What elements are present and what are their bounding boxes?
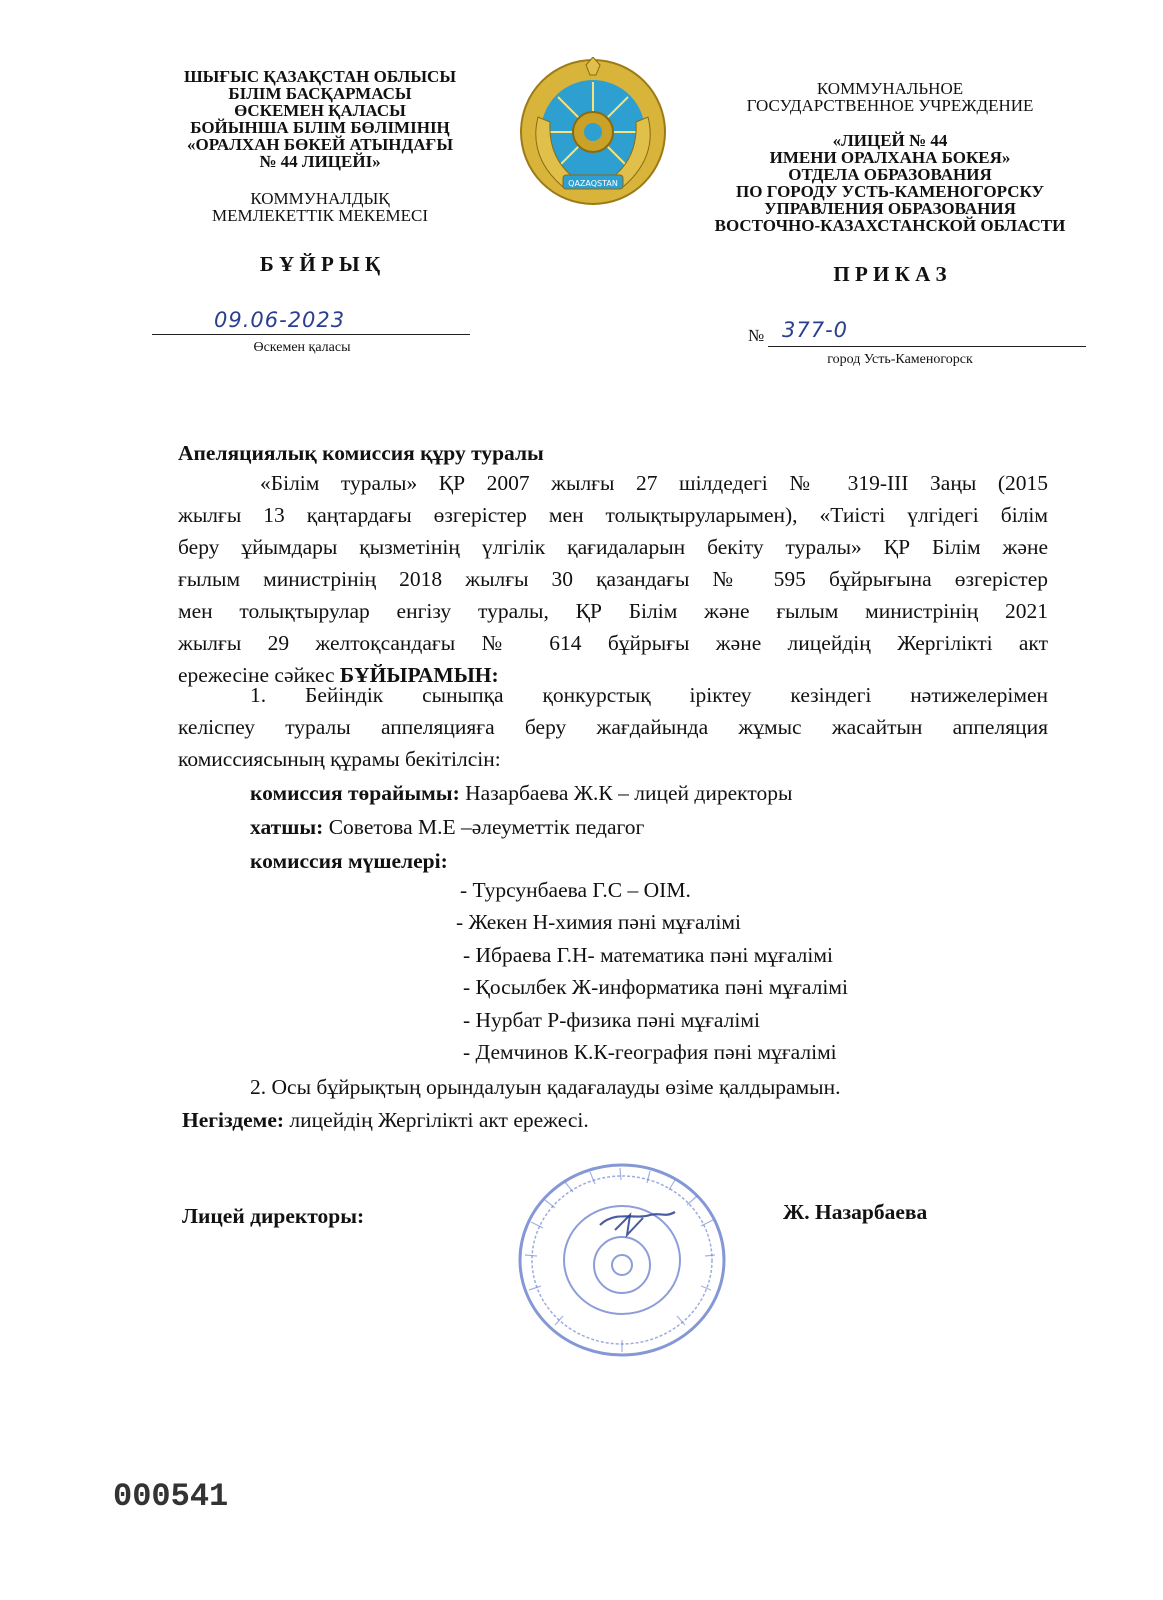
- secretary-label: хатшы:: [250, 815, 324, 839]
- item-1-line: 1. Бейіндік сыныпқа қонкурстық іріктеу кезіндегі нәтижелерімен: [250, 683, 1048, 707]
- ru-org-line: ОТДЕЛА ОБРАЗОВАНИЯ: [788, 165, 992, 184]
- ru-order-title: П Р И К А З: [833, 262, 947, 286]
- state-emblem: [518, 57, 668, 207]
- ru-org-type: [720, 80, 1060, 114]
- preamble-line: «Білім туралы» ҚР 2007 жылғы 27 шілдедегі № 319-ІІІ Заңы (2015: [260, 471, 1048, 495]
- emblem-text: QAZAQSTAN: [568, 179, 618, 188]
- preamble-line: беру ұйымдары қызметінің үлгілік қағидаларын бекіту туралы» ҚР Білім және: [178, 535, 1048, 559]
- kz-type-line: МЕМЛЕКЕТТІК МЕКЕМЕСІ: [212, 206, 428, 225]
- preamble-line: жылғы 29 желтоқсандағы № 614 бұйрығы және лицейдің Жергілікті акт: [178, 631, 1048, 655]
- member-item: - Жекен Н-химия пәні мұғалімі: [456, 910, 741, 934]
- preamble-line: жылғы 13 қаңтардағы өзгерістер мен толықтыруларымен), «Тиісті үлгідегі білім: [178, 503, 1048, 527]
- preamble-line: мен толықтырулар енгізу туралы, ҚР Білім және ғылым министрінің 2021: [178, 599, 1048, 623]
- preamble-last-text: ережесіне сәйкес: [178, 663, 340, 687]
- date-underline: [152, 334, 470, 335]
- kz-org-type: [150, 190, 490, 224]
- kz-org-line: БОЙЫНША БІЛІМ БӨЛІМІНІҢ: [190, 118, 450, 137]
- ru-org-line: ВОСТОЧНО-КАЗАХСТАНСКОЙ ОБЛАСТИ: [714, 216, 1066, 235]
- kz-org-line: ӨСКЕМЕН ҚАЛАСЫ: [234, 101, 406, 120]
- member-item: - Демчинов К.К-география пәні мұғалімі: [463, 1040, 837, 1064]
- member-item: - Нурбат Р-физика пәні мұғалімі: [463, 1008, 760, 1032]
- kz-city: Өскемен қаласы: [253, 340, 351, 355]
- kz-type-line: КОММУНАЛДЫҚ: [250, 189, 390, 208]
- item-1: [178, 679, 1048, 775]
- basis: [182, 1104, 589, 1136]
- official-stamp: [515, 1160, 730, 1360]
- signatory-name: Ж. Назарбаева: [783, 1200, 928, 1224]
- order-subject: Апеляциялық комиссия құру туралы: [178, 441, 544, 465]
- order-date: 09.06-2023: [214, 308, 346, 332]
- order-number: 377-0: [782, 318, 849, 342]
- member-item: - Турсунбаева Г.С – ОІМ.: [460, 878, 691, 902]
- ru-type-line: КОММУНАЛЬНОЕ: [816, 79, 964, 98]
- member-item: - Қосылбек Ж-информатика пәні мұғалімі: [463, 975, 848, 999]
- commission-members-label: [250, 845, 448, 877]
- order-command: БҰЙЫРАМЫН:: [339, 663, 499, 687]
- kz-org-line: № 44 ЛИЦЕЙІ»: [259, 152, 381, 171]
- order-number-prefix: №: [748, 326, 765, 345]
- ru-org-name: [690, 132, 1090, 234]
- ru-org-line: ИМЕНИ ОРАЛХАНА БОКЕЯ»: [769, 148, 1011, 167]
- members-label-text: комиссия мүшелері:: [250, 849, 448, 873]
- basis-label: Негіздеме:: [182, 1108, 285, 1132]
- chair-value: Назарбаева Ж.К – лицей директоры: [459, 781, 793, 805]
- secretary-value: Советова М.Е –әлеуметтік педагог: [323, 815, 645, 839]
- item-1-line: комиссиясының құрамы бекітілсін:: [178, 747, 501, 771]
- kz-org-line: «ОРАЛХАН БӨКЕЙ АТЫНДАҒЫ: [186, 135, 454, 154]
- preamble: [178, 467, 1048, 691]
- item-2: 2. Осы бұйрықтың орындалуын қадағалауды өзіме қалдырамын.: [250, 1075, 841, 1099]
- number-underline: [768, 346, 1086, 347]
- kz-org-line: ШЫҒЫС ҚАЗАҚСТАН ОБЛЫСЫ: [183, 67, 457, 86]
- ru-org-line: УПРАВЛЕНИЯ ОБРАЗОВАНИЯ: [764, 199, 1016, 218]
- ru-type-line: ГОСУДАРСТВЕННОЕ УЧРЕЖДЕНИЕ: [746, 96, 1034, 115]
- member-item: - Ибраева Г.Н- математика пәні мұғалімі: [463, 943, 833, 967]
- commission-secretary: [250, 811, 644, 843]
- basis-value: лицейдің Жергілікті акт ережесі.: [284, 1108, 589, 1132]
- ru-org-line: ПО ГОРОДУ УСТЬ-КАМЕНОГОРСКУ: [736, 182, 1044, 201]
- chair-label: комиссия төрайымы:: [250, 781, 460, 805]
- ru-city: город Усть-Каменогорск: [827, 352, 973, 367]
- kz-order-title: Б Ұ Й Р Ы Қ: [259, 252, 381, 276]
- document-serial-number: 000541: [113, 1478, 229, 1515]
- commission-chair: [250, 777, 792, 809]
- ru-org-line: «ЛИЦЕЙ № 44: [832, 131, 948, 150]
- kz-org-name: [150, 68, 490, 170]
- signatory-role: Лицей директоры:: [182, 1204, 365, 1228]
- preamble-line: ғылым министрінің 2018 жылғы 30 қазандағы № 595 бұйрығына өзгерістер: [178, 567, 1048, 591]
- kz-org-line: БІЛІМ БАСҚАРМАСЫ: [228, 84, 412, 103]
- item-1-line: келіспеу туралы аппеляцияға беру жағдайында жұмыс жасайтын аппеляция: [178, 715, 1048, 739]
